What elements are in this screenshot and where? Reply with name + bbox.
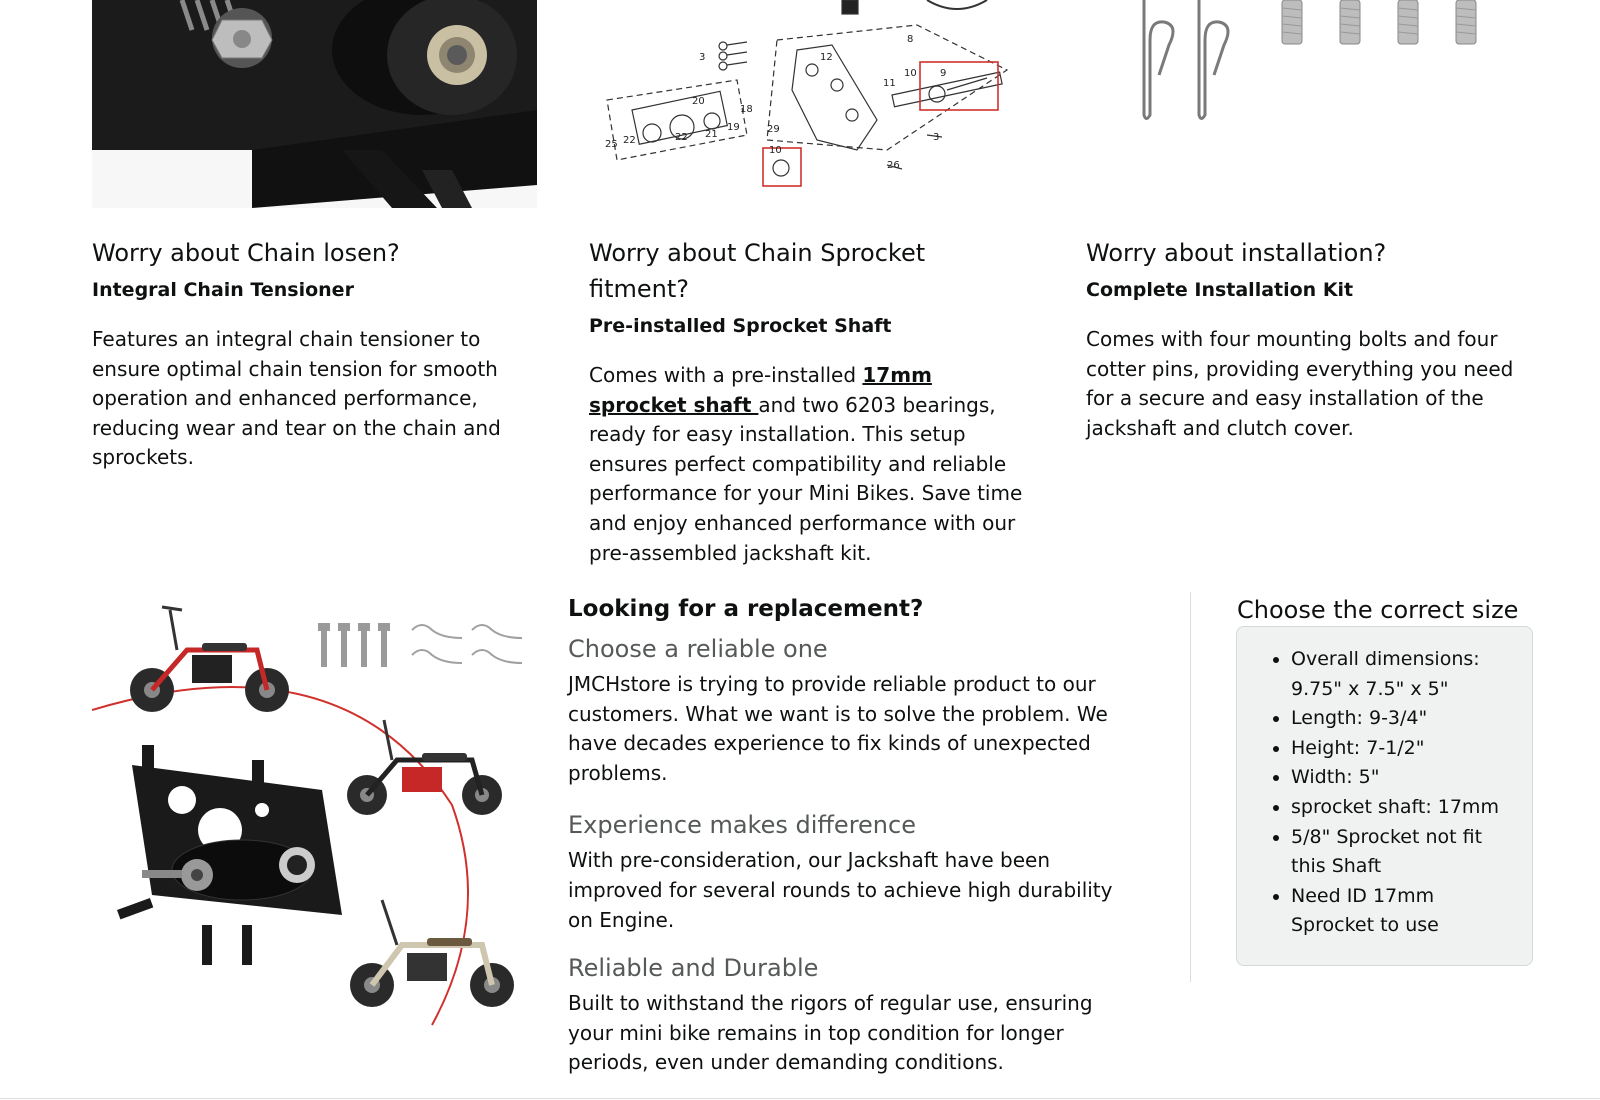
list-item: • Length: 9-3/4" xyxy=(1291,704,1512,734)
diagram-part-label: 10 xyxy=(904,68,917,79)
feature-title: Worry about Chain Sprocket fitment? xyxy=(589,239,926,303)
replacement-info xyxy=(568,592,1143,1078)
vertical-divider xyxy=(1190,592,1191,982)
size-title: Choose the correct size xyxy=(1237,596,1519,624)
diagram-part-label: 26 xyxy=(887,160,900,171)
diagram-part-label: 20 xyxy=(692,96,705,107)
sprocket-shaft-link[interactable]: 17mm sprocket shaft xyxy=(589,363,932,417)
diagram-part-label: 11 xyxy=(883,78,896,89)
list-item: • Width: 5" xyxy=(1291,763,1512,793)
diagram-part-label: 29 xyxy=(767,124,780,135)
sprocket-shaft-diagram xyxy=(587,0,1032,208)
list-item: • 5/8" Sprocket not fit this Shaft xyxy=(1291,823,1512,882)
feature-title: Worry about installation? xyxy=(1086,239,1387,267)
section-title-durable: Reliable and Durable xyxy=(568,954,819,983)
feature-sprocket-fitment xyxy=(589,235,1029,568)
replacement-heading: Looking for a replacement? xyxy=(568,596,924,622)
diagram-part-label: 9 xyxy=(940,68,947,79)
size-specs-list xyxy=(1267,645,1512,941)
diagram-part-label: 3 xyxy=(933,132,940,143)
feature-subtitle: Pre-installed Sprocket Shaft xyxy=(589,315,892,337)
section-title-experience: Experience makes difference xyxy=(568,811,916,840)
mini-bikes-compatibility-image xyxy=(92,595,537,1040)
footer-divider xyxy=(0,1098,1600,1099)
installation-kit-photo xyxy=(1084,0,1529,208)
diagram-part-label: 3 xyxy=(699,52,706,63)
list-item: • sprocket shaft: 17mm xyxy=(1291,793,1512,823)
feature-subtitle: Integral Chain Tensioner xyxy=(92,279,354,301)
diagram-part-label: 19 xyxy=(727,122,740,133)
diagram-part-label: 8 xyxy=(907,34,914,45)
diagram-part-label: 25 xyxy=(605,139,618,150)
feature-body: Comes with four mounting bolts and four cotter pins, providing everything you need for a secure and easy installation of the jackshaft and clutch cover. xyxy=(1086,327,1514,440)
list-item: • Overall dimensions: 9.75" x 7.5" x 5" xyxy=(1291,645,1512,704)
list-item: • Height: 7-1/2" xyxy=(1291,734,1512,764)
feature-body-start: Comes with a pre-installed xyxy=(589,363,863,387)
chain-tensioner-photo xyxy=(92,0,537,208)
diagram-part-label: 10 xyxy=(769,145,782,156)
feature-title: Worry about Chain losen? xyxy=(92,239,400,267)
diagram-part-label: 18 xyxy=(740,104,753,115)
feature-installation xyxy=(1086,235,1531,443)
feature-body-end: and two 6203 bearings, ready for easy installation. This setup ensures perfect compatibility and reliable performance for your Mini Bikes. Save time and enjoy enhanced performance with our pre-assembled jackshaft kit. xyxy=(589,392,1023,565)
section-body-experience: With pre-consideration, our Jackshaft have been improved for several rounds to achieve high durability on Engine. xyxy=(568,848,1113,932)
diagram-part-label: 22 xyxy=(623,135,636,146)
section-body-reliable: JMCHstore is trying to provide reliable product to our customers. What we want is to solve the problem. We have decades experience to fix kinds of unexpected problems. xyxy=(568,672,1108,785)
feature-body xyxy=(589,361,1029,568)
feature-chain-tensioner xyxy=(92,235,542,473)
diagram-part-label: 12 xyxy=(820,52,833,63)
diagram-part-label: 21 xyxy=(705,129,718,140)
feature-body: Features an integral chain tensioner to ensure optimal chain tension for smooth operation and enhanced performance, reducing wear and tear on the chain and sprockets. xyxy=(92,327,501,470)
section-body-durable: Built to withstand the rigors of regular use, ensuring your mini bike remains in top condition for longer periods, even under demanding conditions. xyxy=(568,991,1093,1075)
feature-subtitle: Complete Installation Kit xyxy=(1086,279,1354,301)
section-title-reliable: Choose a reliable one xyxy=(568,635,828,663)
list-item: • Need ID 17mm Sprocket to use xyxy=(1291,882,1512,941)
size-specs-panel xyxy=(1236,626,1533,966)
diagram-part-label: 22 xyxy=(675,132,688,143)
